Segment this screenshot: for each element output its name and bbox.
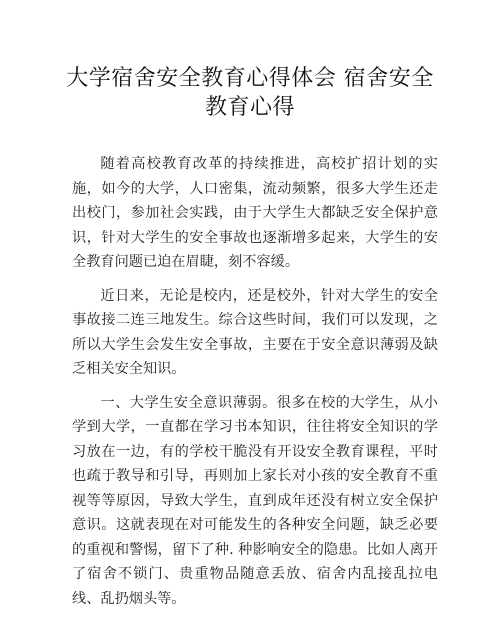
- document-body: [72, 152, 438, 620]
- title-line-1: 大学宿舍安全教育心得体会 宿舍安全: [66, 66, 434, 91]
- paragraph-1: 随着高校教育改革的持续推进，高校扩招计划的实施，如今的大学，人口密集，流动频繁，很多大学生还走出校门，参加社会实践，由于大学生大都缺乏安全保护意识，针对大学生的安全事故也逐渐增多起来，大学生的安全教育问题已迫在眉睫，刻不容缓。: [72, 156, 438, 270]
- document-title: [60, 64, 440, 122]
- title-line-2: 教育心得: [204, 95, 295, 120]
- paragraph-3: 一、大学生安全意识薄弱。很多在校的大学生，从小学到大学，一直都在学习书本知识，往往将安全知识的学习放在一边，有的学校干脆没有开设安全教育课程，平时也疏于教导和引导，再则加上家长对小孩的安全教育不重视等等原因，导致大学生，直到成年还没有树立安全保护意识。这就表现在对可能发生的各种安全问题，缺乏必要的重视和警惕，留下了种. 种影响安全的隐患。比如人离开了宿舍不锁门、贵重物品随意丢放、宿舍内乱接乱拉电线、乱扔烟头等。: [72, 394, 438, 607]
- paragraph-2: 近日来，无论是校内，还是校外，针对大学生的安全事故接二连三地发生。综合这些时间，我们可以发现，之所以大学生会发生安全事故，主要在于安全意识薄弱及缺乏相关安全知识。: [72, 287, 438, 377]
